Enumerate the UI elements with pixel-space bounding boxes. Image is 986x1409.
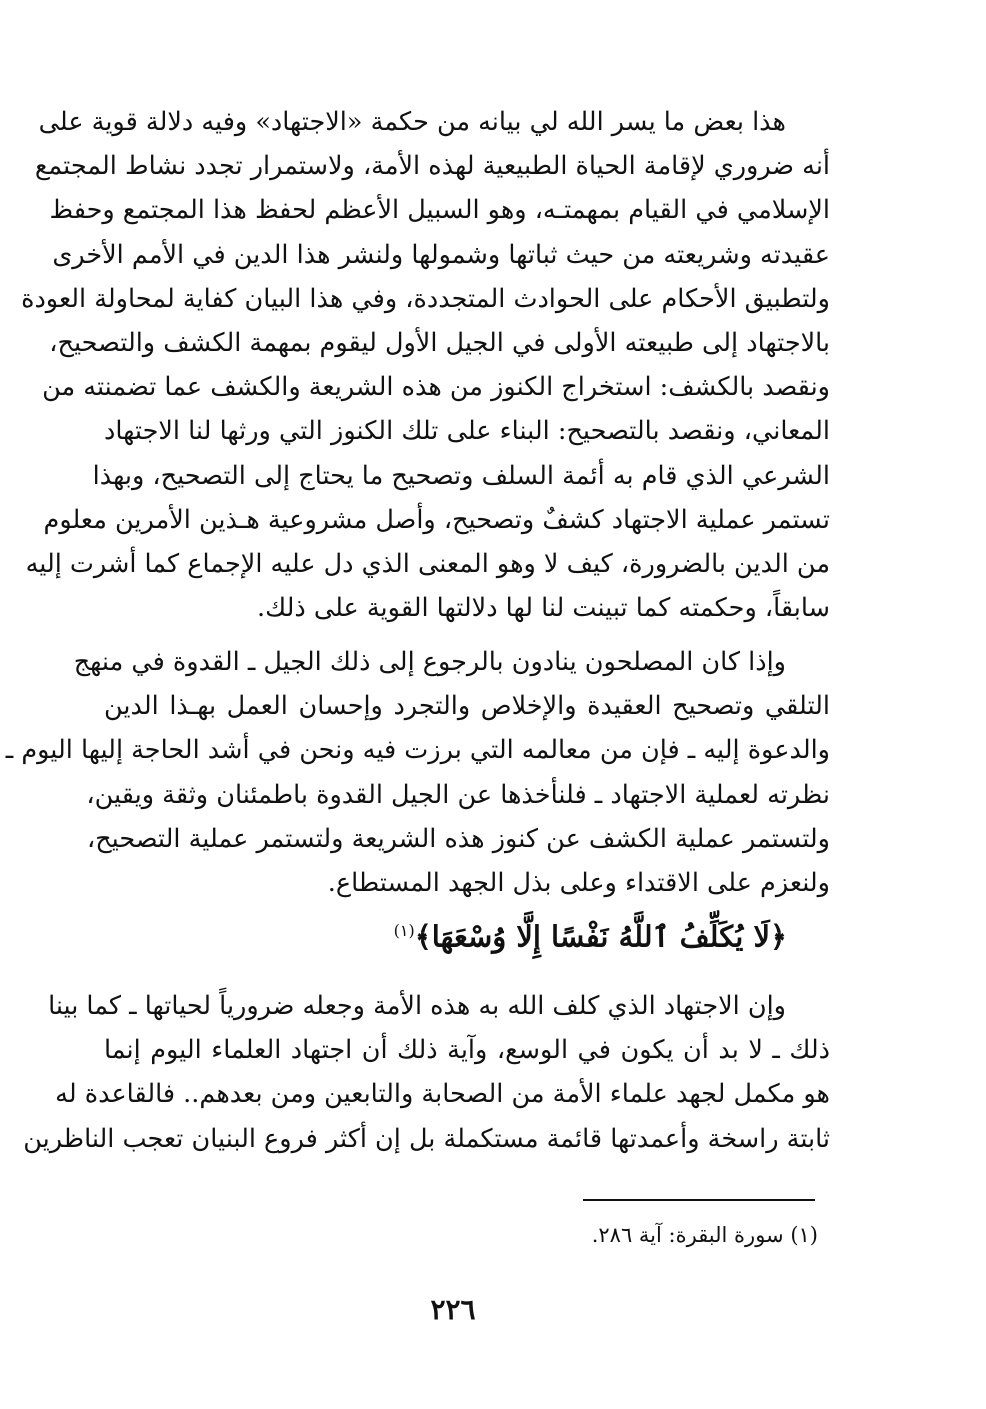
paragraph-line: ولنعزم على الاقتداء وعلى بذل الجهد المستطاع. <box>327 867 830 898</box>
paragraph-line: بالاجتهاد إلى طبيعته الأولى في الجيل الأول ليقوم بمهمة الكشف والتصحيح، <box>49 327 830 358</box>
page-number: ٢٢٦ <box>430 1293 476 1326</box>
paragraph-line: الشرعي الذي قام به أئمة السلف وتصحيح ما يحتاج إلى التصحيح، وبهذا <box>92 460 830 491</box>
paragraph-line: من الدين بالضرورة، كيف لا وهو المعنى الذي دل عليه الإجماع كما أشرت إليه <box>25 548 830 579</box>
paragraph-line: أنه ضروري لإقامة الحياة الطبيعية لهذه الأمة، ولاستمرار تجدد نشاط المجتمع <box>34 151 830 182</box>
paragraph-line: ذلك ـ لا بد أن يكون في الوسع، وآية ذلك أن اجتهاد العلماء اليوم إنما <box>104 1035 830 1066</box>
paragraph-1 <box>21 100 830 630</box>
paragraph-line: المعاني، ونقصد بالتصحيح: البناء على تلك الكنوز التي ورثها لنا الاجتهاد <box>104 416 830 447</box>
paragraph-line: سابقاً، وحكمته كما تبينت لنا لها دلالتها القوية على ذلك. <box>257 593 830 624</box>
paragraph-line: ولتطبيق الأحكام على الحوادث المتجددة، وفي هذا البيان كفاية لمحاولة العودة <box>21 283 830 314</box>
verse-text: ﴿لَا يُكَلِّفُ ٱللَّهُ نَفْسًا إِلَّا وُسْعَهَا﴾ <box>414 919 787 954</box>
paragraph-line: نظرته لعملية الاجتهاد ـ فلنأخذها عن الجيل القدوة باطمئنان وثقة ويقين، <box>86 779 830 810</box>
paragraph-3 <box>23 984 830 1161</box>
paragraph-line: ونقصد بالكشف: استخراج الكنوز من هذه الشريعة والكشف عما تضمنته من <box>42 372 830 403</box>
paragraph-line: عقيدته وشريعته من حيث ثباتها وشمولها ولنشر هذا الدين في الأمم الأخرى <box>52 239 830 270</box>
quran-verse <box>104 906 787 962</box>
paragraph-line: التلقي وتصحيح العقيدة والإخلاص والتجرد وإحسان العمل بهـذا الدين <box>104 691 830 722</box>
paragraph-line: هو مكمل لجهد علماء الأمة من الصحابة والتابعين ومن بعدهم.. فالقاعدة له <box>55 1079 830 1110</box>
paragraph-line: ولتستمر عملية الكشف عن كنوز هذه الشريعة ولتستمر عملية التصحيح، <box>86 823 830 854</box>
paragraph-line: ثابتة راسخة وأعمدتها قائمة مستكملة بل إن أكثر فروع البنيان تعجب الناظرين <box>23 1123 830 1154</box>
footnote: (١) سورة البقرة: آية ٢٨٦. <box>591 1223 818 1247</box>
paragraph-line: تستمر عملية الاجتهاد كشفٌ وتصحيح، وأصل مشروعية هـذين الأمرين معلوم <box>43 504 830 535</box>
paragraph-line: وإن الاجتهاد الذي كلف الله به هذه الأمة وجعله ضرورياً لحياتها ـ كما بينا <box>48 991 786 1021</box>
paragraph-2 <box>5 640 830 905</box>
paragraph-line: وإذا كان المصلحون ينادون بالرجوع إلى ذلك الجيل ـ القدوة في منهج <box>73 647 786 677</box>
paragraph-line: هذا بعض ما يسر الله لي بيانه من حكمة «الاجتهاد» وفيه دلالة قوية على <box>38 107 786 137</box>
footnote-reference: (١) <box>393 921 415 940</box>
paragraph-line: والدعوة إليه ـ فإن من معالمه التي برزت فيه ونحن في أشد الحاجة إليها اليوم ـ <box>5 735 830 766</box>
paragraph-line: الإسلامي في القيام بمهمتـه، وهو السبيل الأعظم لحفظ هذا المجتمع وحفظ <box>49 195 830 226</box>
footnote-divider <box>583 1199 815 1201</box>
